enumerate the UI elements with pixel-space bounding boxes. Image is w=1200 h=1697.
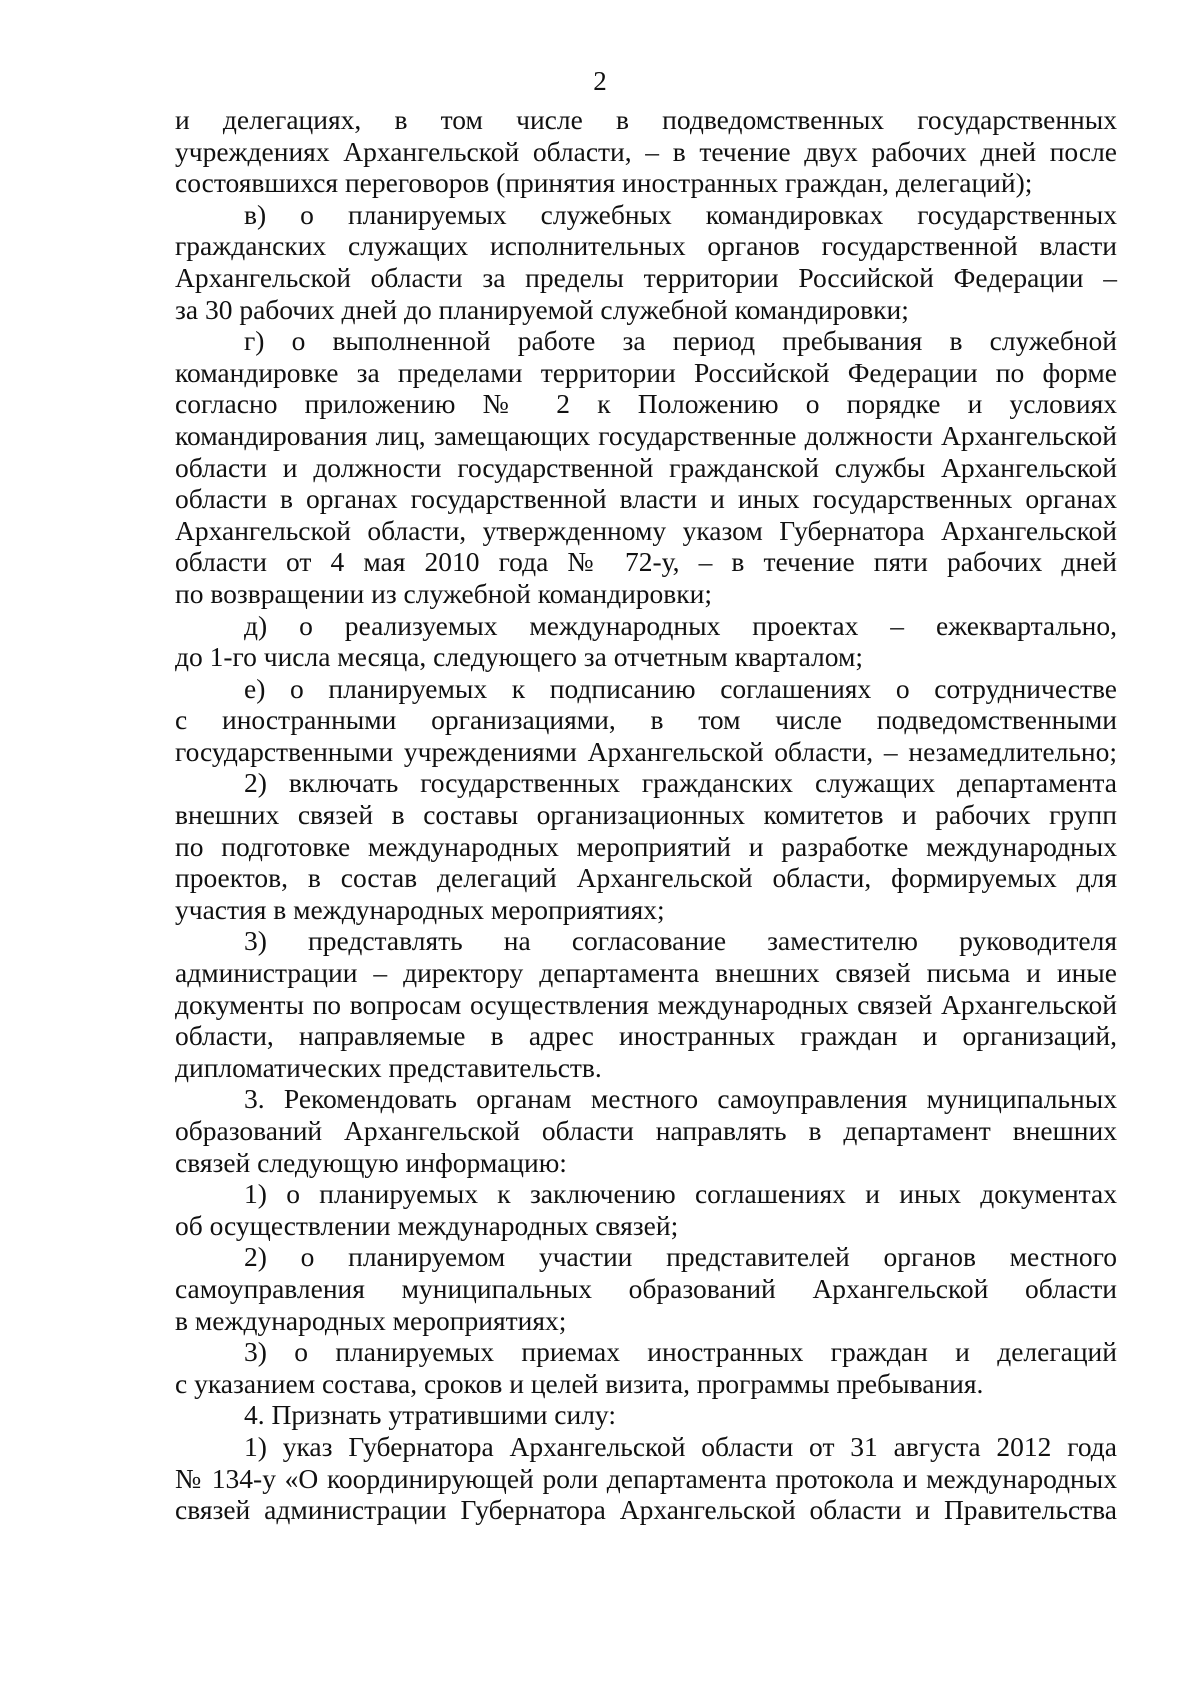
text-line: командировке за пределами территории Российской Федерации по форме — [175, 356, 1117, 388]
text-line: гражданских служащих исполнительных органов государственной власти — [175, 230, 1117, 262]
text-line: 3. Рекомендовать органам местного самоуправления муниципальных — [244, 1083, 1117, 1115]
text-line: области и должности государственной гражданской службы Архангельской — [175, 451, 1117, 483]
text-line: учреждениях Архангельской области, – в течение двух рабочих дней после — [175, 135, 1117, 167]
text-line: состоявшихся переговоров (принятия иностранных граждан, делегаций); — [175, 167, 1033, 199]
text-line: по возвращении из служебной командировки; — [175, 577, 713, 609]
text-line: до 1-го числа месяца, следующего за отчетным кварталом; — [175, 641, 864, 673]
page-number: 2 — [593, 66, 607, 96]
text-line: администрации – директору департамента внешних связей письма и иные — [175, 957, 1117, 989]
text-line: 2) включать государственных гражданских служащих департамента — [244, 767, 1117, 799]
text-line: в) о планируемых служебных командировках государственных — [244, 198, 1117, 230]
text-line: № 134-у «О координирующей роли департамента протокола и международных — [175, 1462, 1117, 1494]
text-line: государственными учреждениями Архангельской области, – незамедлительно; — [175, 735, 1117, 767]
text-line: за 30 рабочих дней до планируемой служебной командировки; — [175, 293, 909, 325]
text-line: дипломатических представительств. — [175, 1051, 602, 1083]
text-line: связей администрации Губернатора Архангельской области и Правительства — [175, 1494, 1117, 1526]
text-line: Архангельской области за пределы территории Российской Федерации – — [175, 261, 1117, 293]
text-line: внешних связей в составы организационных комитетов и рабочих групп — [175, 799, 1117, 831]
document-body — [175, 104, 1117, 1526]
text-line: области от 4 мая 2010 года № 72-у, – в течение пяти рабочих дней — [175, 546, 1117, 578]
text-line: 1) о планируемых к заключению соглашениях и иных документах — [244, 1178, 1117, 1210]
text-line: области, направляемые в адрес иностранных граждан и организаций, — [175, 1020, 1117, 1052]
text-line: в международных мероприятиях; — [175, 1304, 567, 1336]
text-line: Архангельской области, утвержденному указом Губернатора Архангельской — [175, 514, 1117, 546]
text-line: проектов, в состав делегаций Архангельской области, формируемых для — [175, 862, 1117, 894]
text-line: образований Архангельской области направлять в департамент внешних — [175, 1115, 1117, 1146]
text-line: области в органах государственной власти и иных государственных органах — [175, 483, 1117, 515]
text-line: и делегациях, в том числе в подведомственных государственных — [175, 104, 1117, 135]
text-line: с иностранными организациями, в том числе подведомственными — [175, 704, 1117, 736]
text-line: 1) указ Губернатора Архангельской области от 31 августа 2012 года — [244, 1430, 1117, 1462]
text-line: по подготовке международных мероприятий и разработке международных — [175, 830, 1117, 862]
text-line: е) о планируемых к подписанию соглашениях о сотрудничестве — [244, 672, 1117, 704]
text-line: командирования лиц, замещающих государственные должности Архангельской — [175, 419, 1117, 451]
text-line: 4. Признать утратившими силу: — [244, 1399, 616, 1431]
text-line: самоуправления муниципальных образований Архангельской области — [175, 1272, 1117, 1304]
text-line: 3) представлять на согласование заместителю руководителя — [244, 925, 1117, 957]
text-line: г) о выполненной работе за период пребывания в служебной — [244, 325, 1117, 357]
text-line: с указанием состава, сроков и целей визита, программы пребывания. — [175, 1367, 984, 1399]
text-line: документы по вопросам осуществления международных связей Архангельской — [175, 988, 1117, 1020]
text-line: об осуществлении международных связей; — [175, 1209, 679, 1241]
text-line: согласно приложению № 2 к Положению о порядке и условиях — [175, 388, 1117, 420]
text-line: д) о реализуемых международных проектах – ежеквартально, — [244, 609, 1117, 641]
text-line: участия в международных мероприятиях; — [175, 893, 665, 925]
text-line: 2) о планируемом участии представителей органов местного — [244, 1241, 1117, 1273]
text-line: связей следующую информацию: — [175, 1146, 567, 1178]
text-line: 3) о планируемых приемах иностранных граждан и делегаций — [244, 1336, 1117, 1368]
